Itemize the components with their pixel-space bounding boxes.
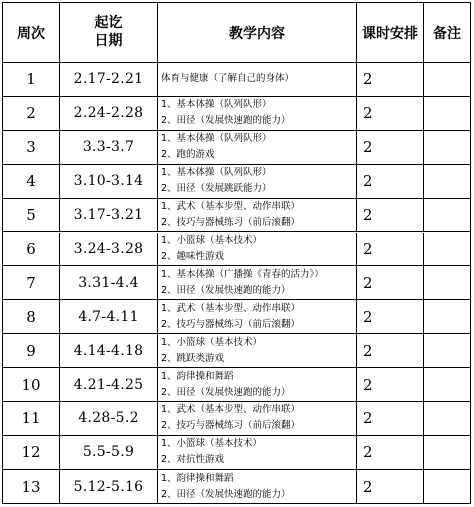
notes-cell: [423, 334, 470, 367]
notes-cell: [423, 300, 470, 333]
header-dates: [59, 3, 157, 62]
header-dates-line2: 日期: [94, 32, 123, 49]
table-row: [3, 402, 470, 436]
table-row: [3, 436, 470, 470]
header-week: 周次: [17, 25, 45, 42]
week-cell: 1: [26, 70, 36, 89]
content-cell: [157, 402, 356, 435]
hours-cell: 2: [356, 402, 423, 435]
notes-cell: [423, 233, 470, 266]
content-line: 1、韵律操和舞蹈: [161, 472, 234, 484]
week-cell: 3: [26, 138, 36, 157]
dates-cell: 5.5-5.9: [59, 436, 157, 469]
content-line: 2、对抗性游戏: [161, 454, 225, 466]
notes-cell: [423, 165, 470, 198]
content-cell: [157, 368, 356, 401]
hours-cell: 2: [356, 97, 423, 130]
table-row: [3, 368, 470, 402]
hours-cell: 2: [356, 165, 423, 198]
content-line: 1、武术（基本步型、动作串联）: [161, 302, 301, 314]
notes-cell: [423, 97, 470, 130]
notes-cell: [423, 368, 470, 401]
content-cell: [157, 63, 356, 96]
content-cell: [157, 131, 356, 164]
week-cell: 7: [26, 273, 36, 292]
week-cell: 5: [26, 206, 36, 225]
content-cell: [157, 97, 356, 130]
hours-cell: 2: [356, 233, 423, 266]
content-line: 2、田径（发展跳跃能力）: [161, 183, 272, 195]
table-row: [3, 334, 470, 368]
hours-cell: 2: [356, 300, 423, 333]
hours-cell: 2: [356, 131, 423, 164]
content-line: 2、趣味性游戏: [161, 250, 225, 262]
table-row: [3, 233, 470, 267]
content-cell: [157, 266, 356, 299]
week-cell: 4: [26, 172, 36, 191]
hours-cell: 2: [356, 334, 423, 367]
content-line: 2、技巧与器械练习（前后滚翻）: [161, 420, 301, 432]
table-row: [3, 131, 470, 165]
content-line: 2、田径（发展快速跑的能力）: [161, 488, 291, 500]
header-notes: 备注: [423, 3, 470, 62]
hours-cell: 2: [356, 266, 423, 299]
hours-cell: 2: [356, 199, 423, 232]
week-cell: 11: [21, 409, 41, 428]
content-line: 2、跑的游戏: [161, 149, 215, 161]
table-row: [3, 300, 470, 334]
week-cell: 12: [21, 443, 41, 462]
content-line: 1、基本体操（队列队形）: [161, 99, 272, 111]
content-line: 1、基本体操（队列队形）: [161, 167, 272, 179]
week-cell: 13: [21, 477, 41, 496]
content-line: 2、技巧与器械练习（前后滚翻）: [161, 217, 301, 229]
content-cell: [157, 199, 356, 232]
notes-cell: [423, 266, 470, 299]
header-content: 教学内容: [157, 3, 356, 62]
content-line: 1、武术（基本步型、动作串联）: [161, 404, 301, 416]
content-line: 1、基本体操（广播操《青春的活力》）: [161, 268, 324, 280]
content-cell: [157, 334, 356, 367]
content-cell: [157, 233, 356, 266]
dates-cell: 3.10-3.14: [59, 165, 157, 198]
hours-cell: 2: [356, 63, 423, 96]
dates-cell: 5.12-5.16: [59, 470, 157, 504]
table-row: [3, 165, 470, 199]
table-row: [3, 199, 470, 233]
table-row: [3, 97, 470, 131]
notes-cell: [423, 470, 470, 504]
table-row: [3, 266, 470, 300]
content-cell: [157, 165, 356, 198]
schedule-table: [2, 2, 471, 504]
dates-cell: 3.17-3.21: [59, 199, 157, 232]
content-line: 1、小篮球（基本技术）: [161, 438, 263, 450]
hours-cell: 2: [356, 436, 423, 469]
content-line: 1、武术（基本步型、动作串联）: [161, 201, 301, 213]
dates-cell: 4.7-4.11: [59, 300, 157, 333]
notes-cell: [423, 131, 470, 164]
week-cell: 10: [21, 375, 41, 394]
header-dates-line1: 起讫: [94, 15, 123, 31]
content-line: 1、韵律操和舞蹈: [161, 370, 234, 382]
dates-cell: 4.21-4.25: [59, 368, 157, 401]
content-line: 2、技巧与器械练习（前后滚翻）: [161, 318, 301, 330]
dates-cell: 2.24-2.28: [59, 97, 157, 130]
content-cell: [157, 300, 356, 333]
content-line: 2、田径（发展快速跑的能力）: [161, 284, 291, 296]
week-cell: 2: [26, 104, 36, 123]
table-row: [3, 470, 470, 504]
header-hours: 课时安排: [356, 3, 423, 62]
dates-cell: 4.28-5.2: [59, 402, 157, 435]
content-line: 1、小篮球（基本技术）: [161, 336, 263, 348]
notes-cell: [423, 436, 470, 469]
content-cell: [157, 470, 356, 504]
notes-cell: [423, 63, 470, 96]
header-row: [3, 3, 470, 63]
content-line: 2、田径（发展快速跑的能力）: [161, 386, 291, 398]
week-cell: 9: [26, 341, 36, 360]
dates-cell: 3.24-3.28: [59, 233, 157, 266]
notes-cell: [423, 199, 470, 232]
content-line: 2、田径（发展快速跑的能力）: [161, 115, 291, 127]
week-cell: 6: [26, 239, 36, 258]
dates-cell: 2.17-2.21: [59, 63, 157, 96]
dates-cell: 3.31-4.4: [59, 266, 157, 299]
content-line: 1、小篮球（基本技术）: [161, 234, 263, 246]
hours-cell: 2: [356, 368, 423, 401]
dates-cell: 3.3-3.7: [59, 131, 157, 164]
week-cell: 8: [26, 307, 36, 326]
content-cell: [157, 436, 356, 469]
notes-cell: [423, 402, 470, 435]
dates-cell: 4.14-4.18: [59, 334, 157, 367]
content-line: 1、基本体操（队列队形）: [161, 133, 272, 145]
content-line: 2、跳跃类游戏: [161, 352, 225, 364]
hours-cell: 2: [356, 470, 423, 504]
table-row: [3, 63, 470, 97]
content-line: 体育与健康（了解自己的身体）: [161, 73, 295, 85]
